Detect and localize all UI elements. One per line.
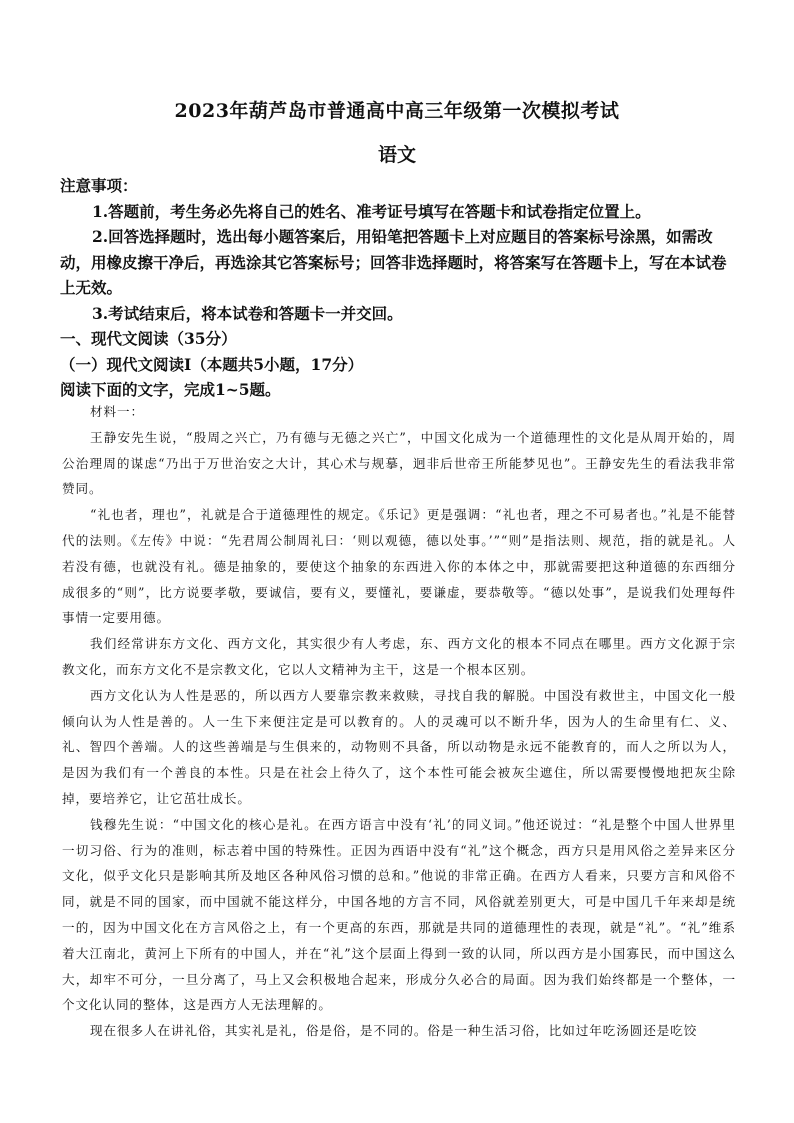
- instructions-heading: 注意事项：: [60, 176, 138, 195]
- instructions-block: [60, 173, 739, 403]
- passage-paragraph: 西方文化认为人性是恶的，所以西方人要靠宗教来救赎，寻找自我的解脱。中国没有救世主，中国文化一般倾向认为人性是善的。人一生下来便注定是可以教育的。人的灵魂可以不断升华，因为人的生命里有仁、义、礼、智四个善端。人的这些善端是与生俱来的，动物则不具备，所以动物是永远不能教育的，而人之所以为人，是因为我们有一个善良的本性。只是在社会上待久了，这个本性可能会被灰尘遮住，所以需要慢慢地把灰尘除掉，要培养它，让它茁壮成长。: [62, 687, 736, 806]
- passage-paragraph: 我们经常讲东方文化、西方文化，其实很少有人考虑，东、西方文化的根本不同点在哪里。西方文化源于宗教文化，而东方文化不是宗教文化，它以人文精神为主干，这是一个根本区别。: [62, 636, 736, 677]
- instruction-item: 1.答题前，考生务必先将自己的姓名、准考证号填写在答题卡和试卷指定位置上。: [92, 201, 651, 221]
- exam-title: 2023年葫芦岛市普通高中高三年级第一次模拟考试: [174, 100, 620, 122]
- passage-paragraph: 现在很多人在讲礼俗，其实礼是礼，俗是俗，是不同的。俗是一种生活习俗，比如过年吃汤圆还是吃饺: [90, 1023, 698, 1039]
- material-label: 材料一：: [90, 404, 144, 419]
- passage-paragraph: 钱穆先生说：“中国文化的核心是礼。在西方语言中没有‘礼’的同义词。”他还说过：“礼是整个中国人世界里一切习俗、行为的准则，标志着中国的特殊性。正因为西语中没有“礼”这个概念，西方只是用风俗之差异来区分文化，似乎文化只是影响其所及地区各种风俗习惯的总和。”他说的非常正确。在西方人看来，只要方言和风俗不同，就是不同的国家，而中国就不能这样分，中国各地的方言不同，风俗就差别更大，可是中国几千年来却是统一的，因为中国文化在方言风俗之上，有一个更高的东西，那就是共同的道德理性的表现，就是“礼”。“礼”维系着大江南北，黄河上下所有的中国人，并在“礼”这个层面上得到一致的认同，所以西方是小国寡民，而中国这么大，却牢不可分，一旦分离了，马上又会积极地合起来，形成分久必合的局面。因为我们始终都是一个整体，一个文化认同的整体，这是西方人无法理解的。: [62, 816, 736, 1013]
- reading-passage: [62, 399, 736, 1044]
- subject-title: 语文: [377, 144, 416, 166]
- section-prompt: 阅读下面的文字，完成1~5题。: [60, 380, 281, 399]
- section-subheading: （一）现代文阅读Ⅰ（本题共5小题，17分）: [60, 354, 364, 374]
- instruction-item: 3.考试结束后，将本试卷和答题卡一并交回。: [92, 303, 403, 323]
- section-heading: 一、现代文阅读（35分）: [60, 329, 237, 348]
- passage-paragraph: “礼也者，理也”，礼就是合于道德理性的规定。《乐记》更是强调：“礼也者，理之不可易者也。”礼是不能替代的法则。《左传》中说：“先君周公制周礼曰：‘则以观德，德以处事。’”“则”是指法则、规范，指的就是礼。人若没有德，也就没有礼。德是抽象的，要使这个抽象的东西进入你的本体之中，那就需要把这种道德的东西细分成很多的“则”，比方说要孝敬，要诚信，要有义，要懂礼，要谦虚，要恭敬等。“德以处事”，是说我们处理每件事情一定要用德。: [62, 507, 736, 626]
- instruction-item: 2.回答选择题时，选出每小题答案后，用铅笔把答题卡上对应题目的答案标号涂黑，如需改动，用橡皮擦干净后，再选涂其它答案标号；回答非选择题时，将答案写在答题卡上，写在本试卷上无效。: [60, 227, 727, 297]
- passage-paragraph: 王静安先生说，“殷周之兴亡，乃有德与无德之兴亡”，中国文化成为一个道德理性的文化是从周开始的，周公治理周的谋虑“乃出于万世治安之大计，其心术与规摹，迥非后世帝王所能梦见也”。王静安先生的看法我非常赞同。: [62, 429, 736, 497]
